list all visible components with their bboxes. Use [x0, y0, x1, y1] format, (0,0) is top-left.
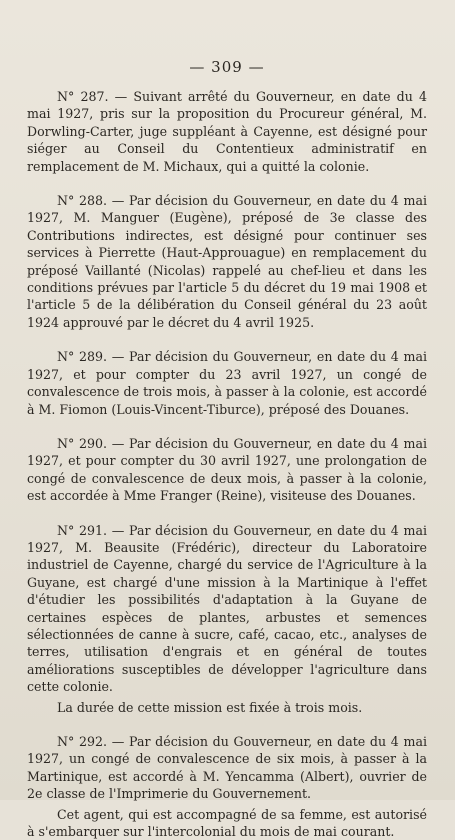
paragraph-291: N° 291. — Par décision du Gouverneur, en date du 4 mai 1927, M. Beausite (Frédéric), directeur du Laboratoire industriel de Cayenne, chargé du service de l'Agriculture à la Guyane, est chargé d'une mission à la Martinique à l'effet d'étudier les possibilités d'adaptation à la Guyane de certaines espèces de plantes, arbustes et semences sélectionnées de canne à sucre, café, cacao, etc., analyses de terres, utilisation d'engrais et en général de toutes améliorations susceptibles de développer l'agriculture dans cette colonie. [27, 522, 427, 695]
page-number: — 309 — [189, 58, 265, 76]
paragraph-spacer [27, 331, 427, 348]
paragraph-291-duration: La durée de cette mission est fixée à trois mois. [57, 699, 363, 715]
paragraph-287: N° 287. — Suivant arrêté du Gouverneur, en date du 4 mai 1927, pris sur la proposition du Procureur général, M. Dorwling-Carter, juge suppléant à Cayenne, est désigné pour siéger au Conseil du Contentieux administratif en remplacement de M. Michaux, qui a quitté la colonie. [27, 89, 427, 174]
paragraph-spacer [27, 716, 427, 733]
paragraph-292-note: Cet agent, qui est accompagné de sa femme, est autorisé à s'embarquer sur l'intercolonial du mois de mai courant. [27, 806, 427, 840]
paragraph-289: N° 289. — Par décision du Gouverneur, en date du 4 mai 1927, et pour compter du 23 avril 1927, un congé de convalescence de trois mois, à passer à la colonie, est accordé à M. Fiomon (Louis-Vincent-Tiburce), préposé des Douanes. [27, 349, 427, 417]
paragraph-290: N° 290. — Par décision du Gouverneur, en date du 4 mai 1927, et pour compter du 30 avril 1927, une prolongation de congé de convalescence de deux mois, à passer à la colonie, est accordée à Mme Franger (Reine), visiteuse des Douanes. [27, 435, 427, 504]
paragraph-spacer [27, 505, 427, 522]
paragraph-spacer [27, 418, 427, 435]
paragraph-292: N° 292. — Par décision du Gouverneur, en date du 4 mai 1927, un congé de convalescence de six mois, à passer à la Martinique, est accordé à M. Yencamma (Albert), ouvrier de 2e classe de l'Imprimerie du Gouvernement. [27, 734, 427, 802]
paragraph-spacer [27, 175, 427, 192]
paragraph-288: N° 288. — Par décision du Gouverneur, en date du 4 mai 1927, M. Manguer (Eugène), préposé de 3e classe des Contributions indirectes, est désigné pour continuer ses services à Pierrette (Haut-Approuague) en remplacement du préposé Vaillanté (Nicolas) rappelé au chef-lieu et dans les conditions prévues par l'article 5 du décret du 19 mai 1908 et l'article 5 de la délibération du Conseil général du 23 août 1924 approuvé par le décret du 4 avril 1925. [27, 193, 427, 330]
